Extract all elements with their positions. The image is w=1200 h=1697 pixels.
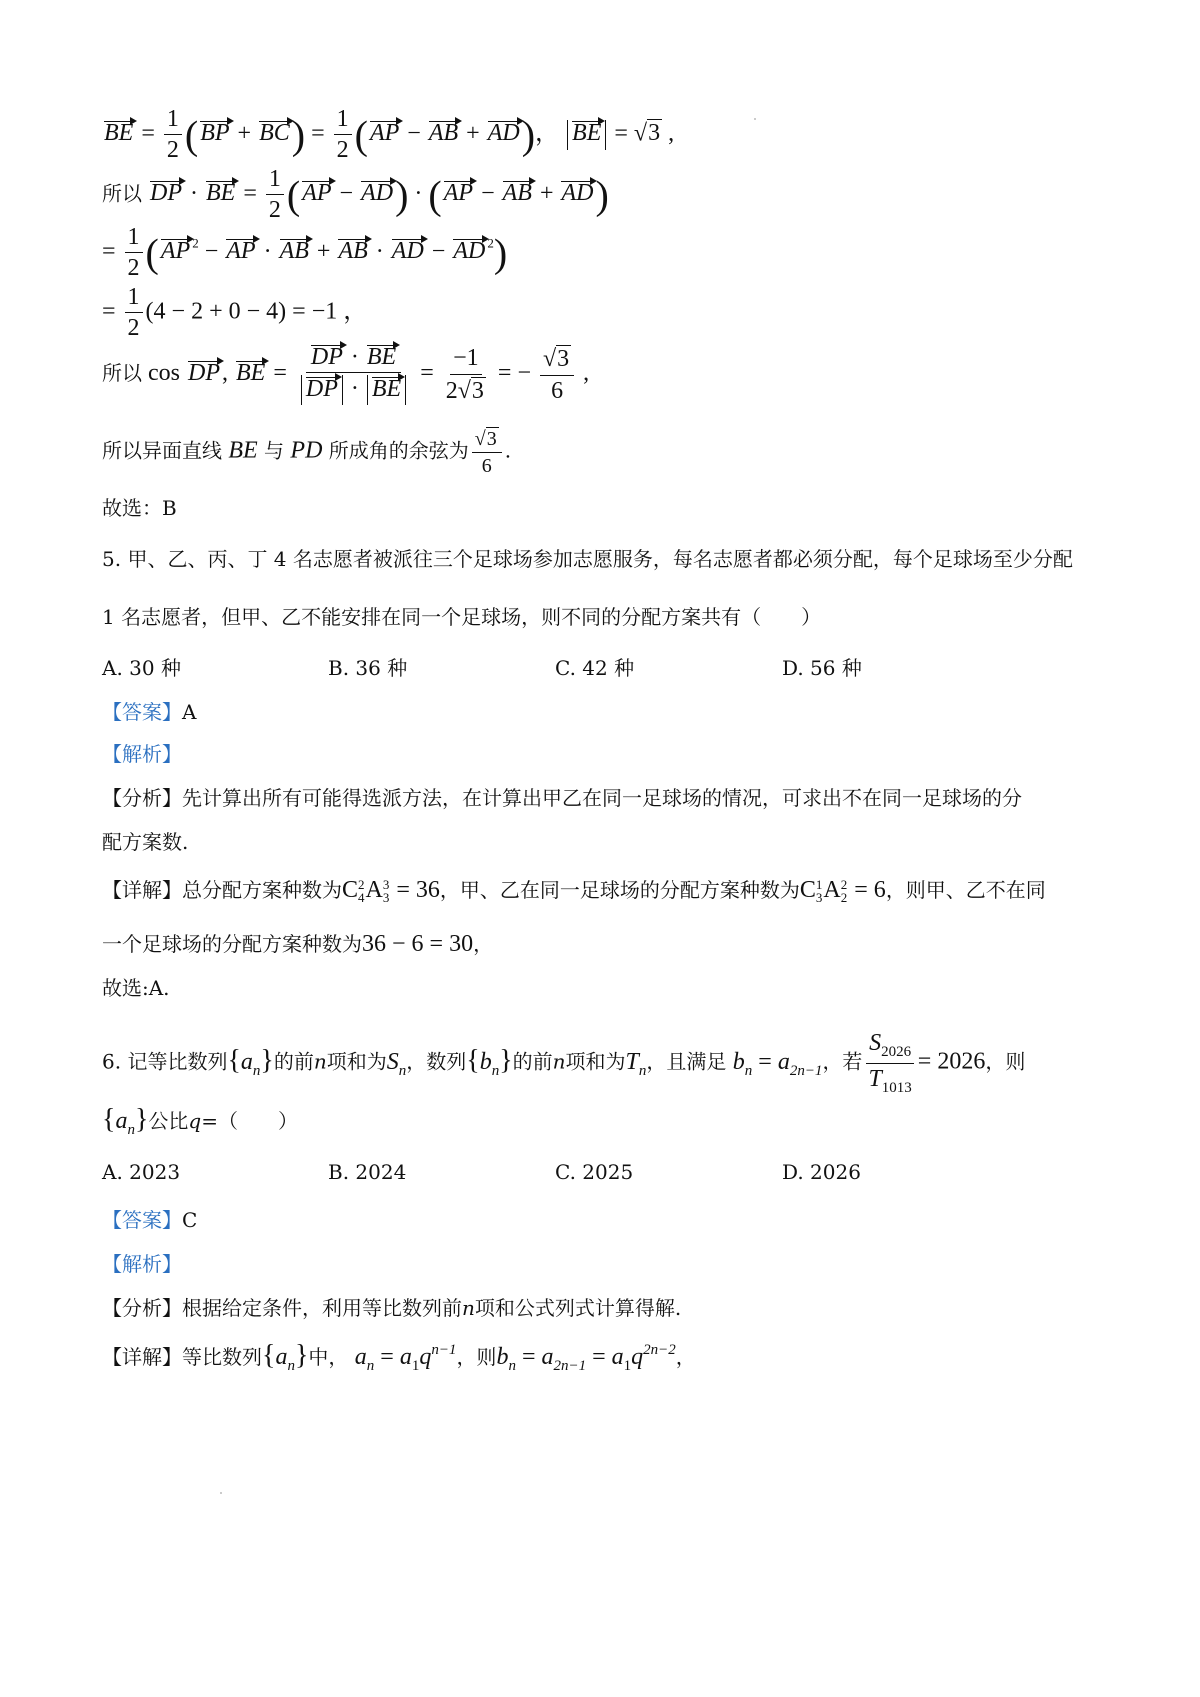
stem-text: 6. 记等比数列 xyxy=(102,1049,228,1074)
xiangjie-text-b: ，甲、乙在同一足球场的分配方案种数为 xyxy=(439,878,800,902)
q5-choice: 故选:A. xyxy=(102,976,170,1000)
cos-label: cos xyxy=(148,360,180,387)
q6-stem-line1: 6. 记等比数列$\{a_n\}$的前n项和为$S_n$，数列$\{b_n\}$的前n项和为$T_n$，且满足 $b_n = a_{2n-1}$，若 $\frac{S_{2026}}{T_{1013}}$ = 2026，则 xyxy=(102,1030,1026,1096)
n-var: n xyxy=(462,1296,475,1320)
be-vector-expression: BE = $\frac{1}{2}$ (BP + BC) = $\frac{1}{2}$ (AP − AB + AD)， BE = √3 , xyxy=(104,106,675,164)
stem-text: ，且满足 xyxy=(646,1049,727,1074)
dot-product-line: 所以 DP · BE = $\frac{1}{2}$ (AP − AD) · (AP − AB + AD) xyxy=(102,166,609,224)
conclusion-mid: 与 xyxy=(264,438,285,463)
stem-text: ，数列 xyxy=(406,1049,467,1074)
stem-text: ，则 xyxy=(985,1049,1026,1074)
xiangjie-tag: 【详解】 xyxy=(102,878,182,902)
q6-jiexi-tag: 【解析】 xyxy=(102,1252,182,1276)
scan-dot xyxy=(220,1492,222,1494)
step-values: 4 − 2 + 0 − 4 xyxy=(153,298,279,325)
answer-value: C xyxy=(182,1208,198,1232)
q5-stem-line2: 1 名志愿者，但甲、乙不能安排在同一个足球场，则不同的分配方案共有（ ） xyxy=(102,605,822,629)
suo-yi-label: 所以 xyxy=(102,183,142,206)
q6-option-c: C. 2025 xyxy=(555,1160,634,1184)
q5-stem-line1: 5. 甲、乙、丙、丁 4 名志愿者被派往三个足球场参加志愿服务，每名志愿者都必须分配，每个足球场至少分配 xyxy=(102,547,1073,571)
fenxi-text: 根据给定条件，利用等比数列前 xyxy=(182,1296,462,1320)
stem-text: 项和为 xyxy=(565,1049,626,1074)
q5-jiexi-tag: 【解析】 xyxy=(102,742,182,766)
conclusion-den: 6 xyxy=(481,455,492,477)
q5-xiangjie-line1: 【详解】总分配方案种数为C 2 4 A 3 3 = 36，甲、乙在同一足球场的分配方案种数为C 1 3 A 2 2 = 6，则甲、乙不在同 xyxy=(102,876,1046,906)
stem-text: =（ ） xyxy=(201,1109,298,1133)
fenxi-text: 先计算出所有可能得选派方法，在计算出甲乙在同一足球场的情况，可求出不在同一足球场的分 xyxy=(182,786,1022,810)
comma: ， xyxy=(473,932,494,956)
stem-text: 公比 xyxy=(148,1109,189,1133)
q6-option-d: D. 2026 xyxy=(782,1160,861,1184)
xiangjie-tag: 【详解】 xyxy=(102,1345,182,1369)
q6-answer xyxy=(102,1204,197,1233)
q6-fenxi-line xyxy=(102,1292,681,1321)
q5-option-d: D. 56 种 xyxy=(782,656,862,680)
stem-text: 的前 xyxy=(512,1049,553,1074)
be-length-value: 3 xyxy=(648,120,661,147)
same-count: = 6 xyxy=(854,877,886,903)
cosine-line: 所以 cos DP, BE = $\frac{DP \cdot BE}{DP \cdot BE}$ = $\frac{-1}{2√3}$ = − $\frac{√3}{6}$ , xyxy=(102,344,590,404)
q5-option-b: B. 36 种 xyxy=(328,656,408,680)
answer-tag: 【答案】 xyxy=(102,700,182,724)
q6-xiangjie-line: 【详解】等比数列$\{a_n\}$中， $a_n = a_1q^{n-1}$，则$b_n = a_{2n-1} = a_1q^{2n-2}$， xyxy=(102,1340,696,1374)
cos-rhs-num: 3 xyxy=(557,346,570,373)
fenxi-tag: 【分析】 xyxy=(102,786,182,810)
q4-choice: 故选：B xyxy=(102,496,177,520)
xiangjie-text: ，则 xyxy=(456,1345,497,1369)
pd-label: PD xyxy=(290,437,323,464)
comma: ， xyxy=(535,120,560,147)
comma: ， xyxy=(675,1345,696,1369)
xiangjie-text-a: 总分配方案种数为 xyxy=(182,878,342,902)
q5-answer xyxy=(102,696,196,725)
xiangjie-line2-text: 一个足球场的分配方案种数为 xyxy=(102,932,362,956)
scan-dot xyxy=(754,118,756,120)
q6-stem-line2: $\{a_n\}$公比q=（ ） xyxy=(102,1104,298,1138)
expansion-line: = $\frac{1}{2}$ (AP $^2$ − AP · AB + AB · AD − AD $^2$) xyxy=(102,224,508,282)
suo-yi-label: 所以 xyxy=(102,363,142,386)
conclusion-suffix: 所成角的余弦为 xyxy=(328,438,469,463)
final-count: 36 − 6 = 30 xyxy=(362,931,474,957)
q5-option-c: C. 42 种 xyxy=(555,656,635,680)
n-var: n xyxy=(552,1049,566,1074)
cos-rhs-den: 6 xyxy=(551,377,564,404)
xiangjie-text: 中， xyxy=(308,1345,349,1369)
numeric-step-line: = $\frac{1}{2}$ (4 − 2 + 0 − 4) = −1 ， xyxy=(102,284,368,342)
conclusion-line: 所以异面直线 BE 与 PD 所成角的余弦为 $\frac{√3}{6}$ . xyxy=(102,428,512,477)
xiangjie-text-c: ，则甲、乙不在同 xyxy=(885,878,1046,902)
stem-text: 的前 xyxy=(273,1049,314,1074)
stem-text: 项和为 xyxy=(326,1049,387,1074)
conclusion-text: 所以异面直线 xyxy=(102,438,222,463)
q5-xiangjie-line2 xyxy=(102,928,493,958)
cos-denominator: 2 xyxy=(445,377,458,404)
conclusion-num: 3 xyxy=(486,428,497,450)
q5-option-a: A. 30 种 xyxy=(102,656,181,680)
xiangjie-text: 等比数列 xyxy=(182,1345,262,1369)
total-count: = 36 xyxy=(396,877,440,903)
q5-fenxi-line1 xyxy=(102,782,1022,811)
q6-option-a: A. 2023 xyxy=(102,1160,181,1184)
answer-tag: 【答案】 xyxy=(102,1208,182,1232)
fenxi-tag: 【分析】 xyxy=(102,1296,182,1320)
q5-fenxi-line2: 配方案数. xyxy=(102,830,189,854)
q-var: q xyxy=(188,1109,202,1133)
equals: = xyxy=(102,238,116,265)
step-result: = −1 ， xyxy=(292,298,368,325)
q6-option-b: B. 2024 xyxy=(328,1160,407,1184)
be-label: BE xyxy=(228,437,258,464)
ratio-value: = 2026 xyxy=(917,1048,986,1075)
stem-text: ，若 xyxy=(822,1049,863,1074)
answer-value: A xyxy=(182,700,197,724)
fenxi-text: 项和公式列式计算得解. xyxy=(474,1296,682,1320)
cos-numerator: −1 xyxy=(450,345,482,374)
n-var: n xyxy=(313,1049,327,1074)
